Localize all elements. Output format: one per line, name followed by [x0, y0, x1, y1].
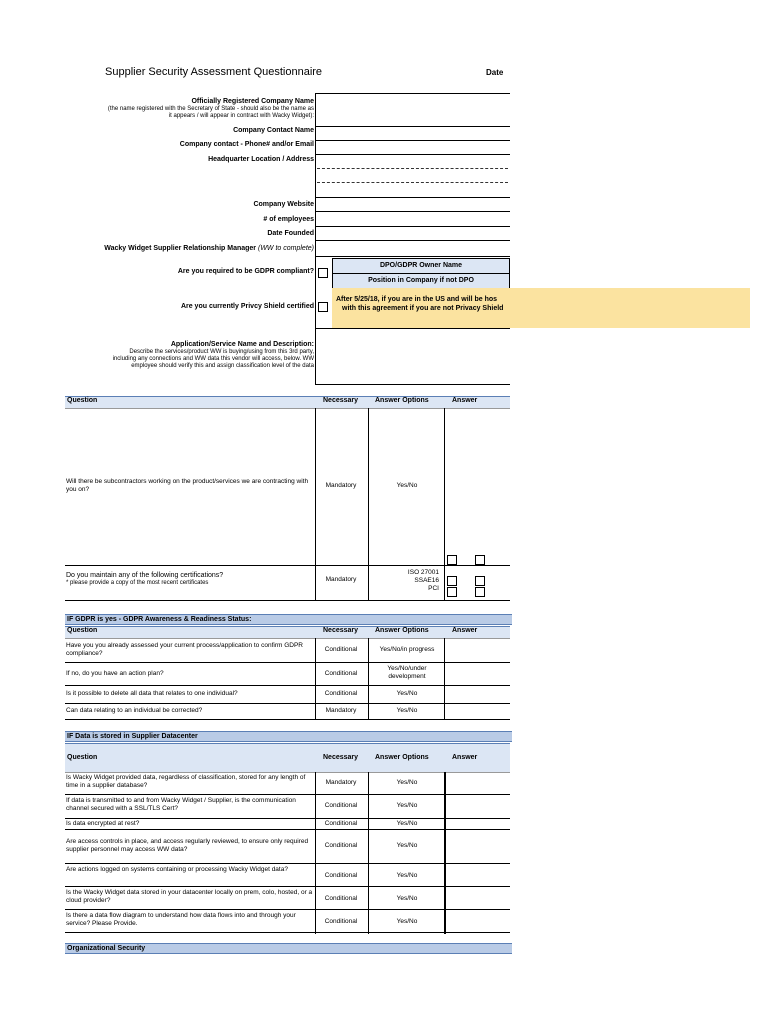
address-dash-line [317, 182, 508, 183]
privacy-note-line-2: with this agreement if you are not Privacy Shield [342, 305, 504, 312]
app-note-1: Describe the services/product WW is buying/using from this 3rd party, [129, 349, 314, 355]
registered-name-note-2: it appears / will appear in contract with Wacky Widget): [168, 113, 314, 119]
necessary-text: Mandatory [325, 707, 357, 714]
website-field[interactable] [316, 198, 510, 211]
col-necessary: Necessary [323, 397, 359, 404]
dpo-owner-label: DPO/GDPR Owner Name [333, 259, 509, 274]
col-answer: Answer [452, 627, 478, 634]
necessary-text: Conditional [324, 842, 358, 849]
options-text: Yes/No [396, 842, 418, 849]
options-text: Yes/No [396, 895, 418, 902]
datacenter-header-row [65, 743, 510, 773]
col-necessary: Necessary [323, 627, 359, 634]
options-text: Yes/No [396, 482, 418, 489]
table-row [65, 772, 510, 795]
iso-checkbox[interactable] [447, 576, 457, 586]
col-question: Question [67, 397, 98, 404]
necessary-text: Mandatory [325, 482, 357, 489]
website-label: Company Website [253, 201, 314, 208]
options-text: Yes/No/under development [387, 665, 427, 680]
necessary-text: Conditional [324, 690, 358, 697]
cert-pci: PCI [428, 585, 439, 592]
subcontractor-no-checkbox[interactable] [475, 555, 485, 565]
contact-name-field[interactable] [316, 127, 510, 140]
table-row [65, 795, 510, 819]
options-text: Yes/No [396, 779, 418, 786]
question-note: * please provide a copy of the most recent certificates [66, 580, 209, 586]
privacy-shield-note [336, 295, 510, 313]
iso-no-checkbox[interactable] [475, 576, 485, 586]
options-text: Yes/No/in progress [379, 646, 435, 653]
col-answer-options: Answer Options [375, 397, 429, 404]
input-line [315, 256, 510, 257]
manager-note: (WW to complete) [257, 245, 314, 252]
contact-phone-label: Company contact - Phone# and/or Email [179, 141, 314, 148]
col-answer-options: Answer Options [375, 754, 429, 761]
employees-field[interactable] [316, 212, 510, 225]
question-text: Can data relating to an individual be corrected? [66, 707, 203, 714]
dpo-position-label: Position in Company if not DPO [333, 274, 509, 288]
pci-checkbox[interactable] [447, 587, 457, 597]
table-row [65, 566, 510, 601]
question-text: If data is transmitted to and from Wacky Widget / Supplier, is the communication channel secured with a SSL/TLS Cert? [66, 797, 296, 812]
question-text: Are access controls in place, and access regularly reviewed, to ensure only required supplier personnel may access WW data? [66, 838, 309, 853]
table-row [65, 704, 510, 720]
address-dash-line [317, 168, 508, 169]
gdpr-checkbox[interactable] [318, 268, 328, 278]
options-text: Yes/No [396, 872, 418, 879]
necessary-text: Mandatory [325, 779, 357, 786]
cert-iso: ISO 27001 [407, 569, 439, 576]
col-question: Question [67, 754, 98, 761]
necessary-text: Conditional [324, 802, 358, 809]
contact-phone-field[interactable] [316, 141, 510, 154]
options-text: Yes/No [396, 802, 418, 809]
datacenter-section-title: IF Data is stored in Supplier Datacenter [65, 731, 512, 742]
table-row [65, 638, 510, 663]
registered-name-note-1: (the name registered with the Secretary of State - should also be the name as [107, 106, 314, 112]
col-answer: Answer [452, 397, 478, 404]
question-text: Is data encrypted at rest? [66, 820, 140, 827]
input-line [315, 384, 510, 385]
necessary-text: Mandatory [325, 576, 357, 583]
datacenter-table [65, 772, 510, 934]
col-necessary: Necessary [323, 754, 359, 761]
org-section-title: Organizational Security [65, 943, 512, 954]
question-text: Are actions logged on systems containing or processing Wacky Widget data? [66, 866, 288, 873]
question-text: Is it possible to delete all data that relates to one individual? [66, 690, 238, 697]
table-row [65, 663, 510, 686]
app-note-2: including any connections and WW data this vendor will access, below. WW [112, 356, 314, 362]
col-question: Question [67, 627, 98, 634]
registered-name-label: Officially Registered Company Name [191, 98, 314, 105]
app-description-field[interactable] [316, 329, 510, 384]
necessary-text: Conditional [324, 670, 358, 677]
necessary-text: Conditional [324, 895, 358, 902]
question-text: Is there a data flow diagram to understand how data flows into and through your service? Please Provide. [66, 912, 296, 927]
privacy-shield-label: Are you currently Privcy Shield certified [180, 303, 314, 310]
necessary-text: Conditional [324, 918, 358, 925]
table-row [65, 864, 510, 887]
table-row [65, 408, 510, 566]
question-text: Is Wacky Widget provided data, regardless of classification, stored for any length of time in a supplier database? [66, 774, 306, 789]
options-text: Yes/No [396, 820, 418, 827]
question-text: Will there be subcontractors working on the product/services we are contracting with you on? [66, 478, 309, 493]
question-text: If no, do you have an action plan? [66, 670, 164, 677]
question-text: Have you you already assessed your current process/application to confirm GDPR compliance? [66, 642, 303, 657]
founded-field[interactable] [316, 227, 510, 240]
subcontractor-yes-checkbox[interactable] [447, 555, 457, 565]
hq-label: Headquarter Location / Address [208, 156, 314, 163]
hq-address-field[interactable] [316, 155, 510, 197]
gdpr-table [65, 638, 510, 720]
options-text: Yes/No [396, 918, 418, 925]
table-row [65, 887, 510, 910]
table-row [65, 819, 510, 830]
necessary-text: Conditional [324, 820, 358, 827]
general-table [65, 408, 510, 600]
necessary-text: Conditional [324, 872, 358, 879]
table-row [65, 686, 510, 704]
gdpr-label: Are you required to be GDPR compliant? [177, 268, 314, 275]
col-answer-options: Answer Options [375, 627, 429, 634]
pci-no-checkbox[interactable] [475, 587, 485, 597]
manager-field[interactable] [316, 241, 510, 256]
table-row [65, 910, 510, 933]
employees-label: # of employees [263, 216, 314, 223]
date-label: Date [486, 68, 504, 77]
dpo-box [332, 258, 510, 288]
contact-name-label: Company Contact Name [233, 127, 314, 134]
app-label: Application/Service Name and Description: [170, 341, 314, 348]
col-answer: Answer [452, 754, 478, 761]
founded-label: Date Founded [267, 230, 314, 237]
question-text: Is the Wacky Widget data stored in your datacenter locally on prem, colo, hosted, or a cloud provider? [66, 889, 313, 904]
necessary-text: Conditional [324, 646, 358, 653]
cert-ssae: SSAE16 [414, 577, 439, 584]
privacy-shield-checkbox[interactable] [318, 302, 328, 312]
options-text: Yes/No [396, 707, 418, 714]
app-note-3: employee should verify this and assign classification level of the data [131, 363, 314, 369]
gdpr-section-title: IF GDPR is yes - GDPR Awareness & Readiness Status: [65, 614, 512, 625]
options-text: Yes/No [396, 690, 418, 697]
privacy-note-line-1: After 5/25/18, if you are in the US and will be hos [336, 296, 498, 303]
manager-label-text: Wacky Widget Supplier Relationship Manager [104, 245, 257, 252]
question-text: Do you maintain any of the following certifications? [66, 572, 224, 579]
page-title: Supplier Security Assessment Questionnaire [105, 66, 323, 78]
registered-name-field[interactable] [316, 94, 510, 126]
table-row [65, 830, 510, 864]
manager-label [104, 245, 314, 252]
